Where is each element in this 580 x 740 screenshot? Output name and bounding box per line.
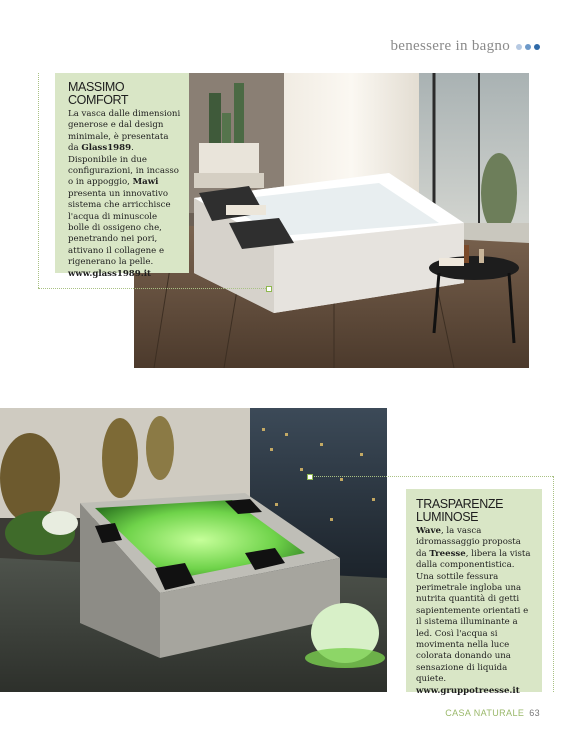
caption-title: MASSIMO COMFORT [68, 80, 129, 107]
brand-name: Wave [416, 526, 441, 536]
caption-text: , la vasca idromassaggio proposta da [416, 526, 521, 559]
photo-wave-tub [0, 408, 387, 692]
dotted-divider [553, 476, 554, 692]
brand-name: Treesse [429, 548, 466, 559]
section-dots [516, 44, 540, 50]
caption-body [416, 526, 534, 686]
caption-text: presenta un innovativo sistema che arricchisce l'acqua di minuscole bolle di ossigeno che, penetrando nei pori, attivano il collagene e rigenerano la pelle. [68, 188, 171, 268]
brand-name: Glass1989 [81, 143, 132, 154]
caption-text: La vasca dalle dimensioni generose e dal design minimale, è presentata da [68, 109, 181, 154]
dot-icon [525, 44, 531, 50]
caption-text: . Disponibile in due configurazioni, in incasso o in appoggio, [68, 143, 179, 188]
website-link[interactable]: www.glass1989.it [68, 268, 151, 279]
pointer-marker [266, 286, 272, 292]
bathroom-illustration [134, 73, 529, 368]
brand-name: Mawi [132, 177, 159, 188]
website-link[interactable]: www.gruppotreesse.it [416, 685, 520, 696]
page-footer [445, 708, 540, 718]
caption-body [68, 109, 181, 269]
page-number: 63 [529, 708, 540, 718]
caption-text: , libera la vista dalla componentistica. Una sottile fessura perimetrale ingloba una nutrita quantità di getti sapientemente orientati e il sistema illuminante a led. Così l'acqua si movimenta nella luce colorata donando una sensazione di liquida quiete. [416, 548, 531, 685]
caption-title: TRASPARENZE LUMINOSE [416, 497, 504, 524]
dotted-divider [310, 476, 553, 477]
section-header [390, 38, 540, 55]
dot-icon [534, 44, 540, 50]
dotted-divider [38, 73, 39, 288]
magazine-name: CASA NATURALE [445, 708, 525, 718]
section-title: benessere in bagno [390, 38, 510, 54]
pointer-marker [307, 474, 313, 480]
dot-icon [516, 44, 522, 50]
caption-box-trasparenze-luminose [406, 489, 542, 696]
dotted-divider [38, 288, 268, 289]
spa-illustration [0, 408, 387, 692]
photo-mawi-bathtub [134, 73, 529, 368]
caption-box-massimo-comfort [55, 73, 189, 279]
